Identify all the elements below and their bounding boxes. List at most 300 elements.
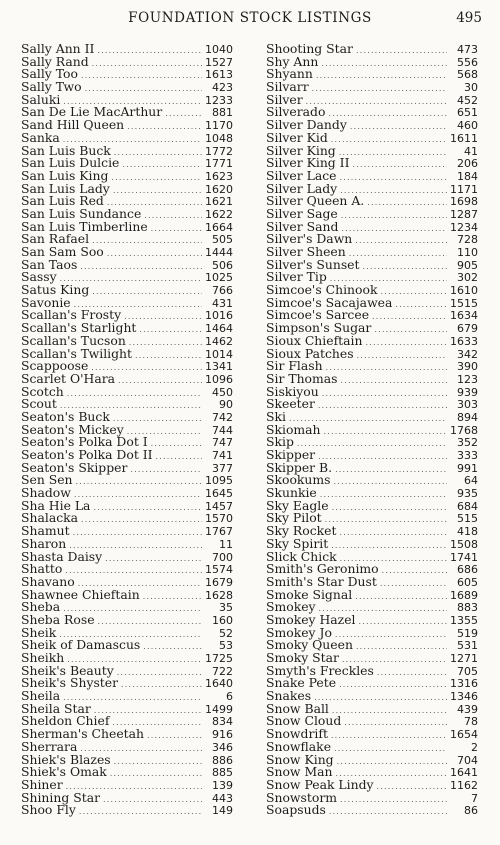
listing-number: 377 xyxy=(212,461,233,475)
dot-leader xyxy=(117,667,202,680)
listing-number: 1574 xyxy=(205,563,233,577)
listing-number: 1233 xyxy=(205,93,233,107)
listing-number: 90 xyxy=(219,398,233,412)
listing-number: 1767 xyxy=(205,525,233,539)
listing-number: 1499 xyxy=(205,702,233,716)
listing-number: 473 xyxy=(457,43,478,56)
listing-name: Sky Spirit xyxy=(266,535,329,551)
listing-number: 460 xyxy=(457,119,478,133)
listing-number: 2 xyxy=(471,740,478,754)
listing-number: 704 xyxy=(457,753,478,767)
dot-leader xyxy=(335,464,447,477)
listing-number: 747 xyxy=(212,436,233,450)
dot-leader xyxy=(93,502,202,515)
listing-name: Simcoe's Sacajawea xyxy=(266,294,393,310)
listing-number: 519 xyxy=(457,626,478,640)
listing-number: 1444 xyxy=(205,246,233,259)
listing-number: 531 xyxy=(457,639,478,653)
listing-number: 53 xyxy=(219,639,233,653)
listing-name: Sharon xyxy=(21,535,67,551)
listing-number: 1271 xyxy=(450,652,478,665)
listing-number: 1654 xyxy=(450,728,478,742)
listing-number: 52 xyxy=(219,626,233,640)
dot-leader xyxy=(374,324,447,337)
listing-number: 741 xyxy=(212,449,233,462)
dot-leader xyxy=(332,502,447,515)
dot-leader xyxy=(139,324,202,337)
listing-name: Shy Ann xyxy=(266,53,319,69)
listing-number: 1633 xyxy=(450,334,478,348)
listing-number: 1698 xyxy=(450,195,478,209)
dot-leader xyxy=(340,794,447,807)
listing-name: San Luis Dulcie xyxy=(21,155,120,171)
dot-leader xyxy=(143,641,202,654)
dot-leader xyxy=(339,147,447,160)
dot-leader xyxy=(113,413,202,426)
dot-leader xyxy=(312,83,447,96)
listing-name: Silvarr xyxy=(266,79,309,95)
listing-number: 6 xyxy=(226,690,233,704)
dot-leader xyxy=(318,451,447,464)
listing-number: 1316 xyxy=(450,677,478,691)
dot-leader xyxy=(352,159,447,172)
dot-leader xyxy=(81,514,202,527)
listing-name: Sheldon Chief xyxy=(21,713,110,729)
listing-row xyxy=(266,421,478,437)
listing-name: Shawnee Chieftain xyxy=(21,586,140,602)
dot-leader xyxy=(122,159,202,172)
listing-number: 744 xyxy=(212,423,233,437)
dot-leader xyxy=(316,70,447,83)
dot-leader xyxy=(114,147,202,160)
listing-number: 883 xyxy=(457,601,478,615)
left-column xyxy=(21,43,233,817)
listing-number: 935 xyxy=(457,487,478,501)
listing-name: Snow King xyxy=(266,751,334,767)
dot-leader xyxy=(130,464,202,477)
listing-name: Seaton's Skipper xyxy=(21,459,128,475)
listing-name: Silver Kid xyxy=(266,129,328,145)
listing-number: 1771 xyxy=(205,157,233,171)
dot-leader xyxy=(97,45,202,58)
listing-row xyxy=(266,804,478,817)
listing-number: 505 xyxy=(212,233,233,247)
listing-number: 722 xyxy=(212,664,233,678)
dot-leader xyxy=(127,121,202,134)
listing-name: Smyth's Freckles xyxy=(266,662,374,678)
listing-number: 110 xyxy=(457,246,478,259)
dot-leader xyxy=(344,717,447,730)
dot-leader xyxy=(380,578,447,591)
dot-leader xyxy=(332,705,447,718)
dot-leader xyxy=(321,58,447,71)
listing-number: 1664 xyxy=(205,220,233,234)
listing-name: Sheila xyxy=(21,688,61,704)
listing-name: Snow Ball xyxy=(266,700,329,716)
listing-name: Shalacka xyxy=(21,510,79,526)
listing-number: 1622 xyxy=(205,207,233,221)
listing-number: 1464 xyxy=(205,322,233,336)
listing-name: Silver King II xyxy=(266,155,350,171)
listing-number: 86 xyxy=(464,804,478,818)
listing-number: 700 xyxy=(212,550,233,564)
dot-leader xyxy=(356,641,447,654)
listing-number: 766 xyxy=(212,284,233,298)
listing-number: 184 xyxy=(457,169,478,183)
listing-name: Silver's Dawn xyxy=(266,231,353,247)
dot-leader xyxy=(297,438,447,451)
dot-leader xyxy=(135,350,202,363)
listing-name: Scappoose xyxy=(21,358,89,374)
dot-leader xyxy=(165,108,202,121)
listing-number: 333 xyxy=(457,449,478,462)
listing-name: San Rafael xyxy=(21,231,90,247)
dot-leader xyxy=(73,527,202,540)
listing-name: Snowflake xyxy=(266,738,332,754)
listing-number: 1610 xyxy=(450,284,478,298)
listing-name: Smoky Star xyxy=(266,650,339,665)
listing-number: 1025 xyxy=(205,271,233,285)
listing-number: 905 xyxy=(457,258,478,272)
dot-leader xyxy=(118,375,202,388)
dot-leader xyxy=(81,70,202,83)
listing-number: 1014 xyxy=(205,347,233,361)
listing-row xyxy=(21,804,233,817)
listing-number: 1527 xyxy=(205,55,233,69)
listing-number: 1162 xyxy=(450,778,478,792)
listing-name: Silverado xyxy=(266,104,326,120)
listing-number: 885 xyxy=(212,766,233,780)
dot-leader xyxy=(110,768,202,781)
dot-leader xyxy=(356,45,447,58)
listing-name: Smoky Queen xyxy=(266,637,353,653)
dot-leader xyxy=(98,616,202,629)
listing-name: Shoo Fly xyxy=(21,802,76,818)
listing-number: 346 xyxy=(212,740,233,754)
listing-number: 1095 xyxy=(205,474,233,488)
listing-number: 1341 xyxy=(205,360,233,374)
listing-number: 139 xyxy=(212,778,233,792)
listing-name: Shasta Daisy xyxy=(21,548,103,564)
listing-name: Silver Lady xyxy=(266,180,338,196)
dot-leader xyxy=(151,223,202,236)
dot-leader xyxy=(357,350,447,363)
listing-name: Sir Thomas xyxy=(266,370,338,386)
listing-number: 1621 xyxy=(205,195,233,209)
listing-number: 11 xyxy=(219,537,233,551)
dot-leader xyxy=(92,235,202,248)
listing-name: Seaton's Buck xyxy=(21,408,110,424)
listing-number: 1741 xyxy=(450,550,478,564)
listing-name: Silver Dandy xyxy=(266,117,347,133)
dot-leader xyxy=(339,527,447,540)
listing-name: Sally Ann II xyxy=(21,41,95,56)
listing-number: 1623 xyxy=(205,169,233,183)
listing-number: 439 xyxy=(457,702,478,716)
listing-name: Snow Peak Lindy xyxy=(266,776,374,792)
listing-number: 149 xyxy=(212,804,233,818)
listing-name: Smoke Signal xyxy=(266,586,353,602)
listing-number: 418 xyxy=(457,525,478,539)
listing-name: Silver Queen A. xyxy=(266,193,365,209)
listing-name: Savonie xyxy=(21,294,71,310)
dot-leader xyxy=(147,730,202,743)
listing-name: Smokey Hazel xyxy=(266,611,356,627)
listing-number: 939 xyxy=(457,385,478,399)
listing-name: Slick Chick xyxy=(266,548,337,564)
listing-name: Simcoe's Chinook xyxy=(266,282,378,298)
listing-name: Shatto xyxy=(21,561,63,577)
listing-number: 742 xyxy=(212,410,233,424)
listing-number: 515 xyxy=(457,512,478,526)
dot-leader xyxy=(349,248,447,261)
dot-leader xyxy=(359,616,448,629)
listing-name: Snakes xyxy=(266,688,312,704)
dot-leader xyxy=(94,705,202,718)
listing-number: 1048 xyxy=(205,131,233,145)
dot-leader xyxy=(326,362,447,375)
dot-leader xyxy=(324,426,447,439)
listing-number: 991 xyxy=(457,461,478,475)
listing-number: 1287 xyxy=(450,207,478,221)
listing-name: Sherman's Cheetah xyxy=(21,726,145,742)
listing-number: 7 xyxy=(471,791,478,805)
listing-number: 1641 xyxy=(450,766,478,780)
dot-leader xyxy=(334,476,447,489)
listing-name: San Luis Buck xyxy=(21,142,111,158)
listing-number: 423 xyxy=(212,81,233,95)
dot-leader xyxy=(85,83,202,96)
listing-number: 390 xyxy=(457,360,478,374)
listing-name: Skiomah xyxy=(266,421,321,437)
listing-name: Smokey xyxy=(266,599,316,615)
dot-leader xyxy=(355,235,447,248)
listing-name: San Luis Red xyxy=(21,193,104,209)
listing-name: Scallan's Frosty xyxy=(21,307,122,323)
listing-name: San De Lie MacArthur xyxy=(21,104,163,120)
listing-name: Skookums xyxy=(266,472,331,488)
dot-leader xyxy=(350,121,447,134)
dot-leader xyxy=(318,400,447,413)
page-number: 495 xyxy=(456,10,482,26)
listing-name: Shining Star xyxy=(21,789,101,805)
listing-name: Skipper B. xyxy=(266,459,333,475)
listing-name: Sheila Star xyxy=(21,700,91,716)
listing-name: Shooting Star xyxy=(266,41,353,56)
listing-name: Sha Hie La xyxy=(21,497,91,513)
listing-number: 568 xyxy=(457,68,478,82)
listing-name: Seaton's Mickey xyxy=(21,421,124,437)
listing-number: 1040 xyxy=(205,43,233,56)
listing-number: 1725 xyxy=(205,652,233,665)
listing-name: Sheik of Damascus xyxy=(21,637,141,653)
listing-name: Scarlet O'Hara xyxy=(21,370,116,386)
dot-leader xyxy=(334,743,447,756)
listing-name: Sheik xyxy=(21,624,57,640)
listing-name: Sky Pilot xyxy=(266,510,322,526)
listing-number: 160 xyxy=(212,613,233,627)
listing-name: Siskiyou xyxy=(266,383,319,399)
dot-leader xyxy=(341,223,447,236)
listing-number: 1096 xyxy=(205,372,233,386)
listing-number: 1620 xyxy=(205,182,233,196)
page-header xyxy=(0,10,500,30)
listing-name: San Taos xyxy=(21,256,78,272)
dot-leader xyxy=(143,591,202,604)
listing-name: Seaton's Polka Dot I xyxy=(21,434,148,450)
dot-leader xyxy=(363,261,448,274)
listing-name: Silver's Sunset xyxy=(266,256,360,272)
listing-name: San Luis Timberline xyxy=(21,218,148,234)
listing-number: 452 xyxy=(457,93,478,107)
dot-leader xyxy=(395,299,447,312)
listing-name: Scotch xyxy=(21,383,64,399)
listing-name: Scallan's Tucson xyxy=(21,332,126,348)
listing-name: Silver xyxy=(266,91,303,107)
listing-name: Snowstorm xyxy=(266,789,338,805)
listing-name: Shamut xyxy=(21,523,70,539)
listing-number: 1628 xyxy=(205,588,233,602)
listing-name: San Sam Soo xyxy=(21,244,104,259)
listing-name: Silver Sand xyxy=(266,218,339,234)
listing-name: Sand Hill Queen xyxy=(21,117,125,133)
dot-leader xyxy=(144,210,202,223)
listing-number: 556 xyxy=(457,55,478,69)
dot-leader xyxy=(151,438,202,451)
listing-name: San Luis King xyxy=(21,167,109,183)
dot-leader xyxy=(107,248,202,261)
listing-name: Shadow xyxy=(21,485,71,501)
listing-name: Snow Man xyxy=(266,764,333,780)
listing-number: 41 xyxy=(464,144,478,158)
dot-leader xyxy=(111,172,202,185)
listing-name: Scallan's Twilight xyxy=(21,345,133,361)
listing-number: 1689 xyxy=(450,588,478,602)
dot-leader xyxy=(365,337,447,350)
dot-leader xyxy=(314,692,447,705)
listing-name: Skipper xyxy=(266,447,316,462)
dot-leader xyxy=(322,388,447,401)
listing-number: 1234 xyxy=(450,220,478,234)
dot-leader xyxy=(339,679,447,692)
dot-leader xyxy=(372,311,447,324)
listing-name: Seaton's Polka Dot II xyxy=(21,447,153,462)
listing-number: 1171 xyxy=(450,182,478,196)
listing-row xyxy=(266,398,478,411)
listing-number: 431 xyxy=(212,296,233,310)
listing-number: 443 xyxy=(212,791,233,805)
dot-leader xyxy=(331,134,447,147)
listing-name: Saluki xyxy=(21,91,61,107)
listing-name: Sen Sen xyxy=(21,472,73,488)
listing-name: Smith's Geronimo xyxy=(266,561,379,577)
listing-name: Sheba Rose xyxy=(21,611,95,627)
listing-number: 1462 xyxy=(205,334,233,348)
dot-leader xyxy=(65,565,202,578)
listing-name: Sheba xyxy=(21,599,61,615)
listing-number: 1679 xyxy=(205,575,233,589)
listing-number: 1457 xyxy=(205,499,233,513)
listing-number: 894 xyxy=(457,410,478,424)
dot-leader xyxy=(377,781,447,794)
listing-name: San Luis Lady xyxy=(21,180,110,196)
listing-name: Soapsuds xyxy=(266,802,326,818)
dot-leader xyxy=(105,553,202,566)
dot-leader xyxy=(113,185,202,198)
listing-name: Sky Rocket xyxy=(266,523,337,539)
listing-name: Ski xyxy=(266,408,286,424)
listing-number: 1640 xyxy=(205,677,233,691)
dot-leader xyxy=(74,489,202,502)
listing-name: Snowdrift xyxy=(266,726,328,742)
listing-number: 206 xyxy=(457,157,478,171)
listing-name: Sky Eagle xyxy=(266,497,329,513)
listing-number: 1768 xyxy=(450,423,478,437)
listing-number: 506 xyxy=(212,258,233,272)
listing-number: 916 xyxy=(212,728,233,742)
listing-name: Silver Sage xyxy=(266,205,338,221)
listing-number: 684 xyxy=(457,499,478,513)
listing-number: 342 xyxy=(457,347,478,361)
listing-name: Sassy xyxy=(21,269,57,285)
listing-number: 123 xyxy=(457,372,478,386)
dot-leader xyxy=(92,286,202,299)
listing-number: 30 xyxy=(464,81,478,95)
listing-name: Sally Too xyxy=(21,66,78,82)
listing-name: Sherrara xyxy=(21,738,78,754)
listing-number: 1170 xyxy=(205,119,233,133)
listing-name: Shiek's Blazes xyxy=(21,751,111,767)
dot-leader xyxy=(329,806,447,819)
listing-number: 728 xyxy=(457,233,478,247)
listing-number: 1613 xyxy=(205,68,233,82)
dot-leader xyxy=(76,476,202,489)
dot-leader xyxy=(121,679,202,692)
listing-number: 605 xyxy=(457,575,478,589)
dot-leader xyxy=(331,730,447,743)
listing-name: San Luis Sundance xyxy=(21,205,142,221)
listing-name: Silver Tip xyxy=(266,269,327,285)
listing-number: 1611 xyxy=(450,131,478,145)
listing-number: 1772 xyxy=(205,144,233,158)
listing-name: Silver Sheen xyxy=(266,244,346,259)
listing-name: Snow Cloud xyxy=(266,713,342,729)
dot-leader xyxy=(325,514,447,527)
listing-number: 881 xyxy=(212,106,233,120)
listing-name: Scout xyxy=(21,396,57,412)
listing-name: Skunkie xyxy=(266,485,317,501)
listing-name: Snake Pete xyxy=(266,675,337,691)
listing-number: 450 xyxy=(212,385,233,399)
listing-name: Sioux Patches xyxy=(266,345,354,361)
listing-number: 1634 xyxy=(450,309,478,323)
dot-leader xyxy=(341,375,447,388)
listing-name: Sally Two xyxy=(21,79,82,95)
dot-leader xyxy=(156,451,202,464)
right-column xyxy=(266,43,478,817)
listing-number: 1645 xyxy=(205,487,233,501)
listing-name: Sanka xyxy=(21,129,60,145)
dot-leader xyxy=(377,667,447,680)
listing-number: 1508 xyxy=(450,537,478,551)
listing-name: Satus King xyxy=(21,282,90,298)
dot-leader xyxy=(79,806,202,819)
listing-name: Smith's Star Dust xyxy=(266,573,377,589)
listing-number: 886 xyxy=(212,753,233,767)
listing-name: Smokey Jo xyxy=(266,624,332,640)
listing-number: 64 xyxy=(464,474,478,488)
listing-number: 834 xyxy=(212,715,233,729)
